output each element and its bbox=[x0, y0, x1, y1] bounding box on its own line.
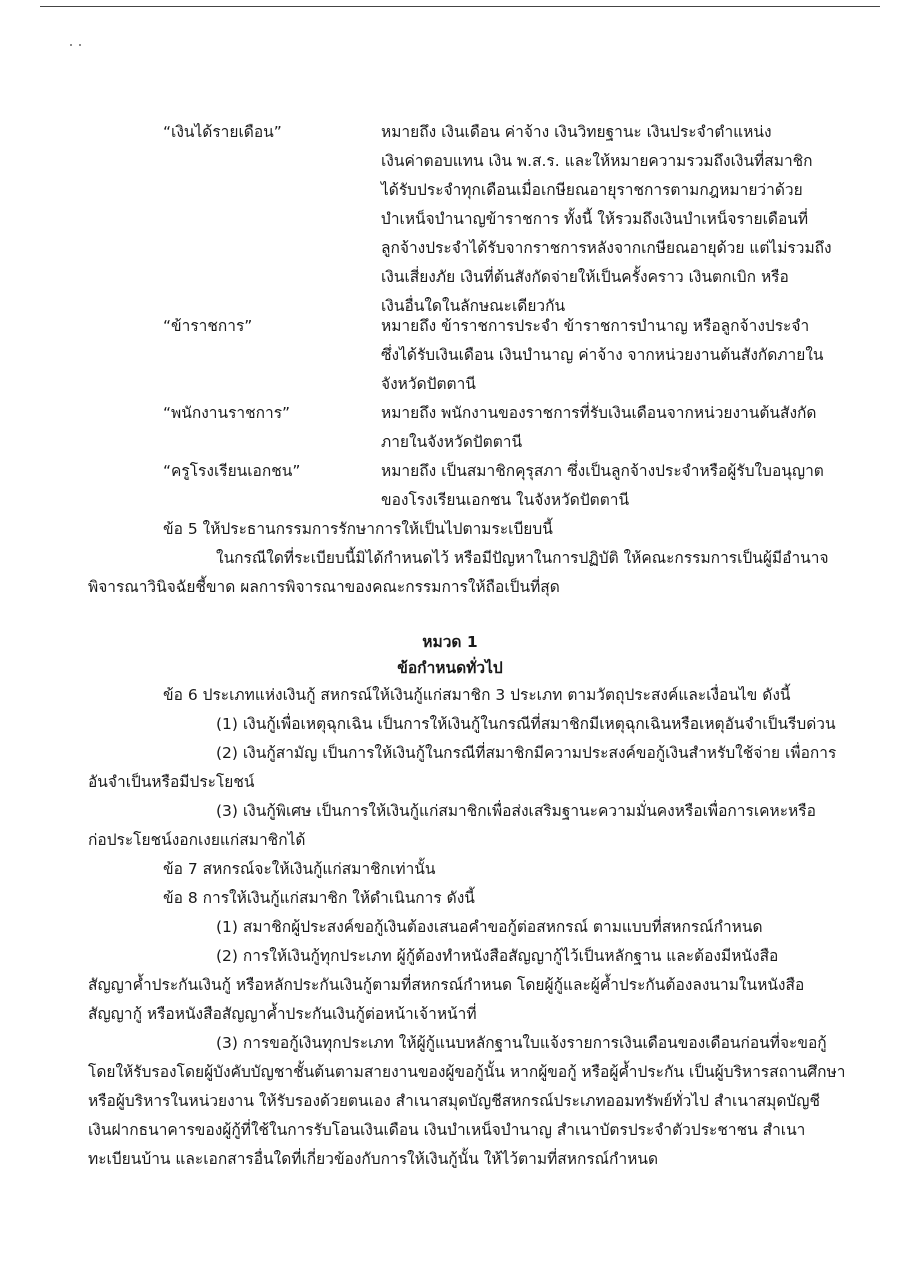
definition-text: ของโรงเรียนเอกชน ในจังหวัดปัตตานี bbox=[381, 491, 630, 509]
clause-8-item-3-cont: โดยให้รับรองโดยผู้บังคับบัญชาชั้นต้นตามสายงานของผู้ขอกู้นั้น หากผู้ขอกู้ หรือผู้ค้ำประกัน เป็นผู้บริหารสถานศึกษา bbox=[88, 1063, 846, 1081]
clause-6-item-3: (3) เงินกู้พิเศษ เป็นการให้เงินกู้แก่สมาชิกเพื่อส่งเสริมฐานะความมั่นคงหรือเพื่อการเคหะหรือ bbox=[216, 802, 816, 820]
clause-8-heading: ข้อ 8 การให้เงินกู้แก่สมาชิก ให้ดำเนินการ ดังนี้ bbox=[163, 889, 475, 907]
clause-6-heading: ข้อ 6 ประเภทแห่งเงินกู้ สหกรณ์ให้เงินกู้แก่สมาชิก 3 ประเภท ตามวัตถุประสงค์และเงื่อนไข ดังนี้ bbox=[163, 686, 791, 704]
definition-text: บำเหน็จบำนาญข้าราชการ ทั้งนี้ ให้รวมถึงเงินบำเหน็จรายเดือนที่ bbox=[381, 210, 809, 228]
clause-6-item-1: (1) เงินกู้เพื่อเหตุฉุกเฉิน เป็นการให้เงินกู้ในกรณีที่สมาชิกมีเหตุฉุกเฉินหรือเหตุอันจำเป็นรีบด่วน bbox=[216, 715, 836, 733]
clause-8-item-2-cont: สัญญากู้ หรือหนังสือสัญญาค้ำประกันเงินกู้ต่อหน้าเจ้าหน้าที่ bbox=[88, 1005, 477, 1023]
scan-specks bbox=[70, 44, 88, 48]
chapter-title: ข้อกำหนดทั่วไป bbox=[397, 659, 503, 677]
clause-6-item-2: (2) เงินกู้สามัญ เป็นการให้เงินกู้ในกรณีที่สมาชิกมีความประสงค์ขอกู้เงินสำหรับใช้จ่าย เพื่อการ bbox=[216, 744, 837, 762]
definition-text: เงินอื่นใดในลักษณะเดียวกัน bbox=[381, 297, 566, 315]
clause-8-item-3-cont: ทะเบียนบ้าน และเอกสารอื่นใดที่เกี่ยวข้องกับการให้เงินกู้นั้น ให้ไว้ตามที่สหกรณ์กำหนด bbox=[88, 1150, 659, 1168]
definition-text: หมายถึง พนักงานของราชการที่รับเงินเดือนจากหน่วยงานต้นสังกัด bbox=[381, 404, 817, 422]
definition-term-private-school-teacher: “ครูโรงเรียนเอกชน” bbox=[163, 462, 301, 480]
definition-text: ได้รับประจำทุกเดือนเมื่อเกษียณอายุราชการตามกฎหมายว่าด้วย bbox=[381, 181, 803, 199]
clause-8-item-3-cont: หรือผู้บริหารในหน่วยงาน ให้รับรองด้วยตนเอง สำเนาสมุดบัญชีสหกรณ์ประเภทออมทรัพย์ทั่วไป สำเนาสมุดบัญชี bbox=[88, 1092, 820, 1110]
definition-term-civil-servant: “ข้าราชการ” bbox=[163, 317, 253, 335]
clause-5-text: พิจารณาวินิจฉัยชี้ขาด ผลการพิจารณาของคณะกรรมการให้ถือเป็นที่สุด bbox=[88, 578, 560, 596]
definition-text: ซึ่งได้รับเงินเดือน เงินบำนาญ ค่าจ้าง จากหน่วยงานต้นสังกัดภายใน bbox=[381, 346, 824, 364]
definition-text: หมายถึง เงินเดือน ค่าจ้าง เงินวิทยฐานะ เงินประจำตำแหน่ง bbox=[381, 123, 772, 141]
definition-text: เงินค่าตอบแทน เงิน พ.ส.ร. และให้หมายความรวมถึงเงินที่สมาชิก bbox=[381, 152, 813, 170]
definition-text: หมายถึง เป็นสมาชิกคุรุสภา ซึ่งเป็นลูกจ้างประจำหรือผู้รับใบอนุญาต bbox=[381, 462, 824, 480]
clause-6-item-3-cont: ก่อประโยชน์งอกเงยแก่สมาชิกได้ bbox=[88, 831, 306, 849]
clause-8-item-1: (1) สมาชิกผู้ประสงค์ขอกู้เงินต้องเสนอคำขอกู้ต่อสหกรณ์ ตามแบบที่สหกรณ์กำหนด bbox=[216, 918, 763, 936]
scan-top-border bbox=[40, 6, 880, 7]
clause-6-item-2-cont: อันจำเป็นหรือมีประโยชน์ bbox=[88, 773, 255, 791]
clause-8-item-3: (3) การขอกู้เงินทุกประเภท ให้ผู้กู้แนบหลักฐานใบแจ้งรายการเงินเดือนของเดือนก่อนที่จะขอกู้ bbox=[216, 1034, 827, 1052]
clause-5-text: ในกรณีใดที่ระเบียบนี้มิได้กำหนดไว้ หรือมีปัญหาในการปฏิบัติ ให้คณะกรรมการเป็นผู้มีอำนาจ bbox=[216, 549, 829, 567]
clause-8-item-3-cont: เงินฝากธนาคารของผู้กู้ที่ใช้ในการรับโอนเงินเดือน เงินบำเหน็จบำนาญ สำเนาบัตรประจำตัวประชาชน สำเนา bbox=[88, 1121, 806, 1139]
clause-5-heading: ข้อ 5 ให้ประธานกรรมการรักษาการให้เป็นไปตามระเบียบนี้ bbox=[163, 520, 553, 538]
clause-7-heading: ข้อ 7 สหกรณ์จะให้เงินกู้แก่สมาชิกเท่านั้น bbox=[163, 860, 436, 878]
clause-8-item-2-cont: สัญญาค้ำประกันเงินกู้ หรือหลักประกันเงินกู้ตามที่สหกรณ์กำหนด โดยผู้กู้และผู้ค้ำประกันต้องลงนามในหนังสือ bbox=[88, 976, 805, 994]
clause-8-item-2: (2) การให้เงินกู้ทุกประเภท ผู้กู้ต้องทำหนังสือสัญญากู้ไว้เป็นหลักฐาน และต้องมีหนังสือ bbox=[216, 947, 779, 965]
definition-term-monthly-income: “เงินได้รายเดือน” bbox=[163, 123, 282, 141]
definition-text: ลูกจ้างประจำได้รับจากราชการหลังจากเกษียณอายุด้วย แต่ไม่รวมถึง bbox=[381, 239, 832, 257]
definition-term-government-employee: “พนักงานราชการ” bbox=[163, 404, 291, 422]
definition-text: เงินเสี่ยงภัย เงินที่ต้นสังกัดจ่ายให้เป็นครั้งคราว เงินตกเบิก หรือ bbox=[381, 268, 789, 286]
definition-text: จังหวัดปัตตานี bbox=[381, 375, 476, 393]
definition-text: ภายในจังหวัดปัตตานี bbox=[381, 433, 523, 451]
definition-text: หมายถึง ข้าราชการประจำ ข้าราชการบำนาญ หรือลูกจ้างประจำ bbox=[381, 317, 810, 335]
chapter-number: หมวด 1 bbox=[422, 633, 478, 651]
